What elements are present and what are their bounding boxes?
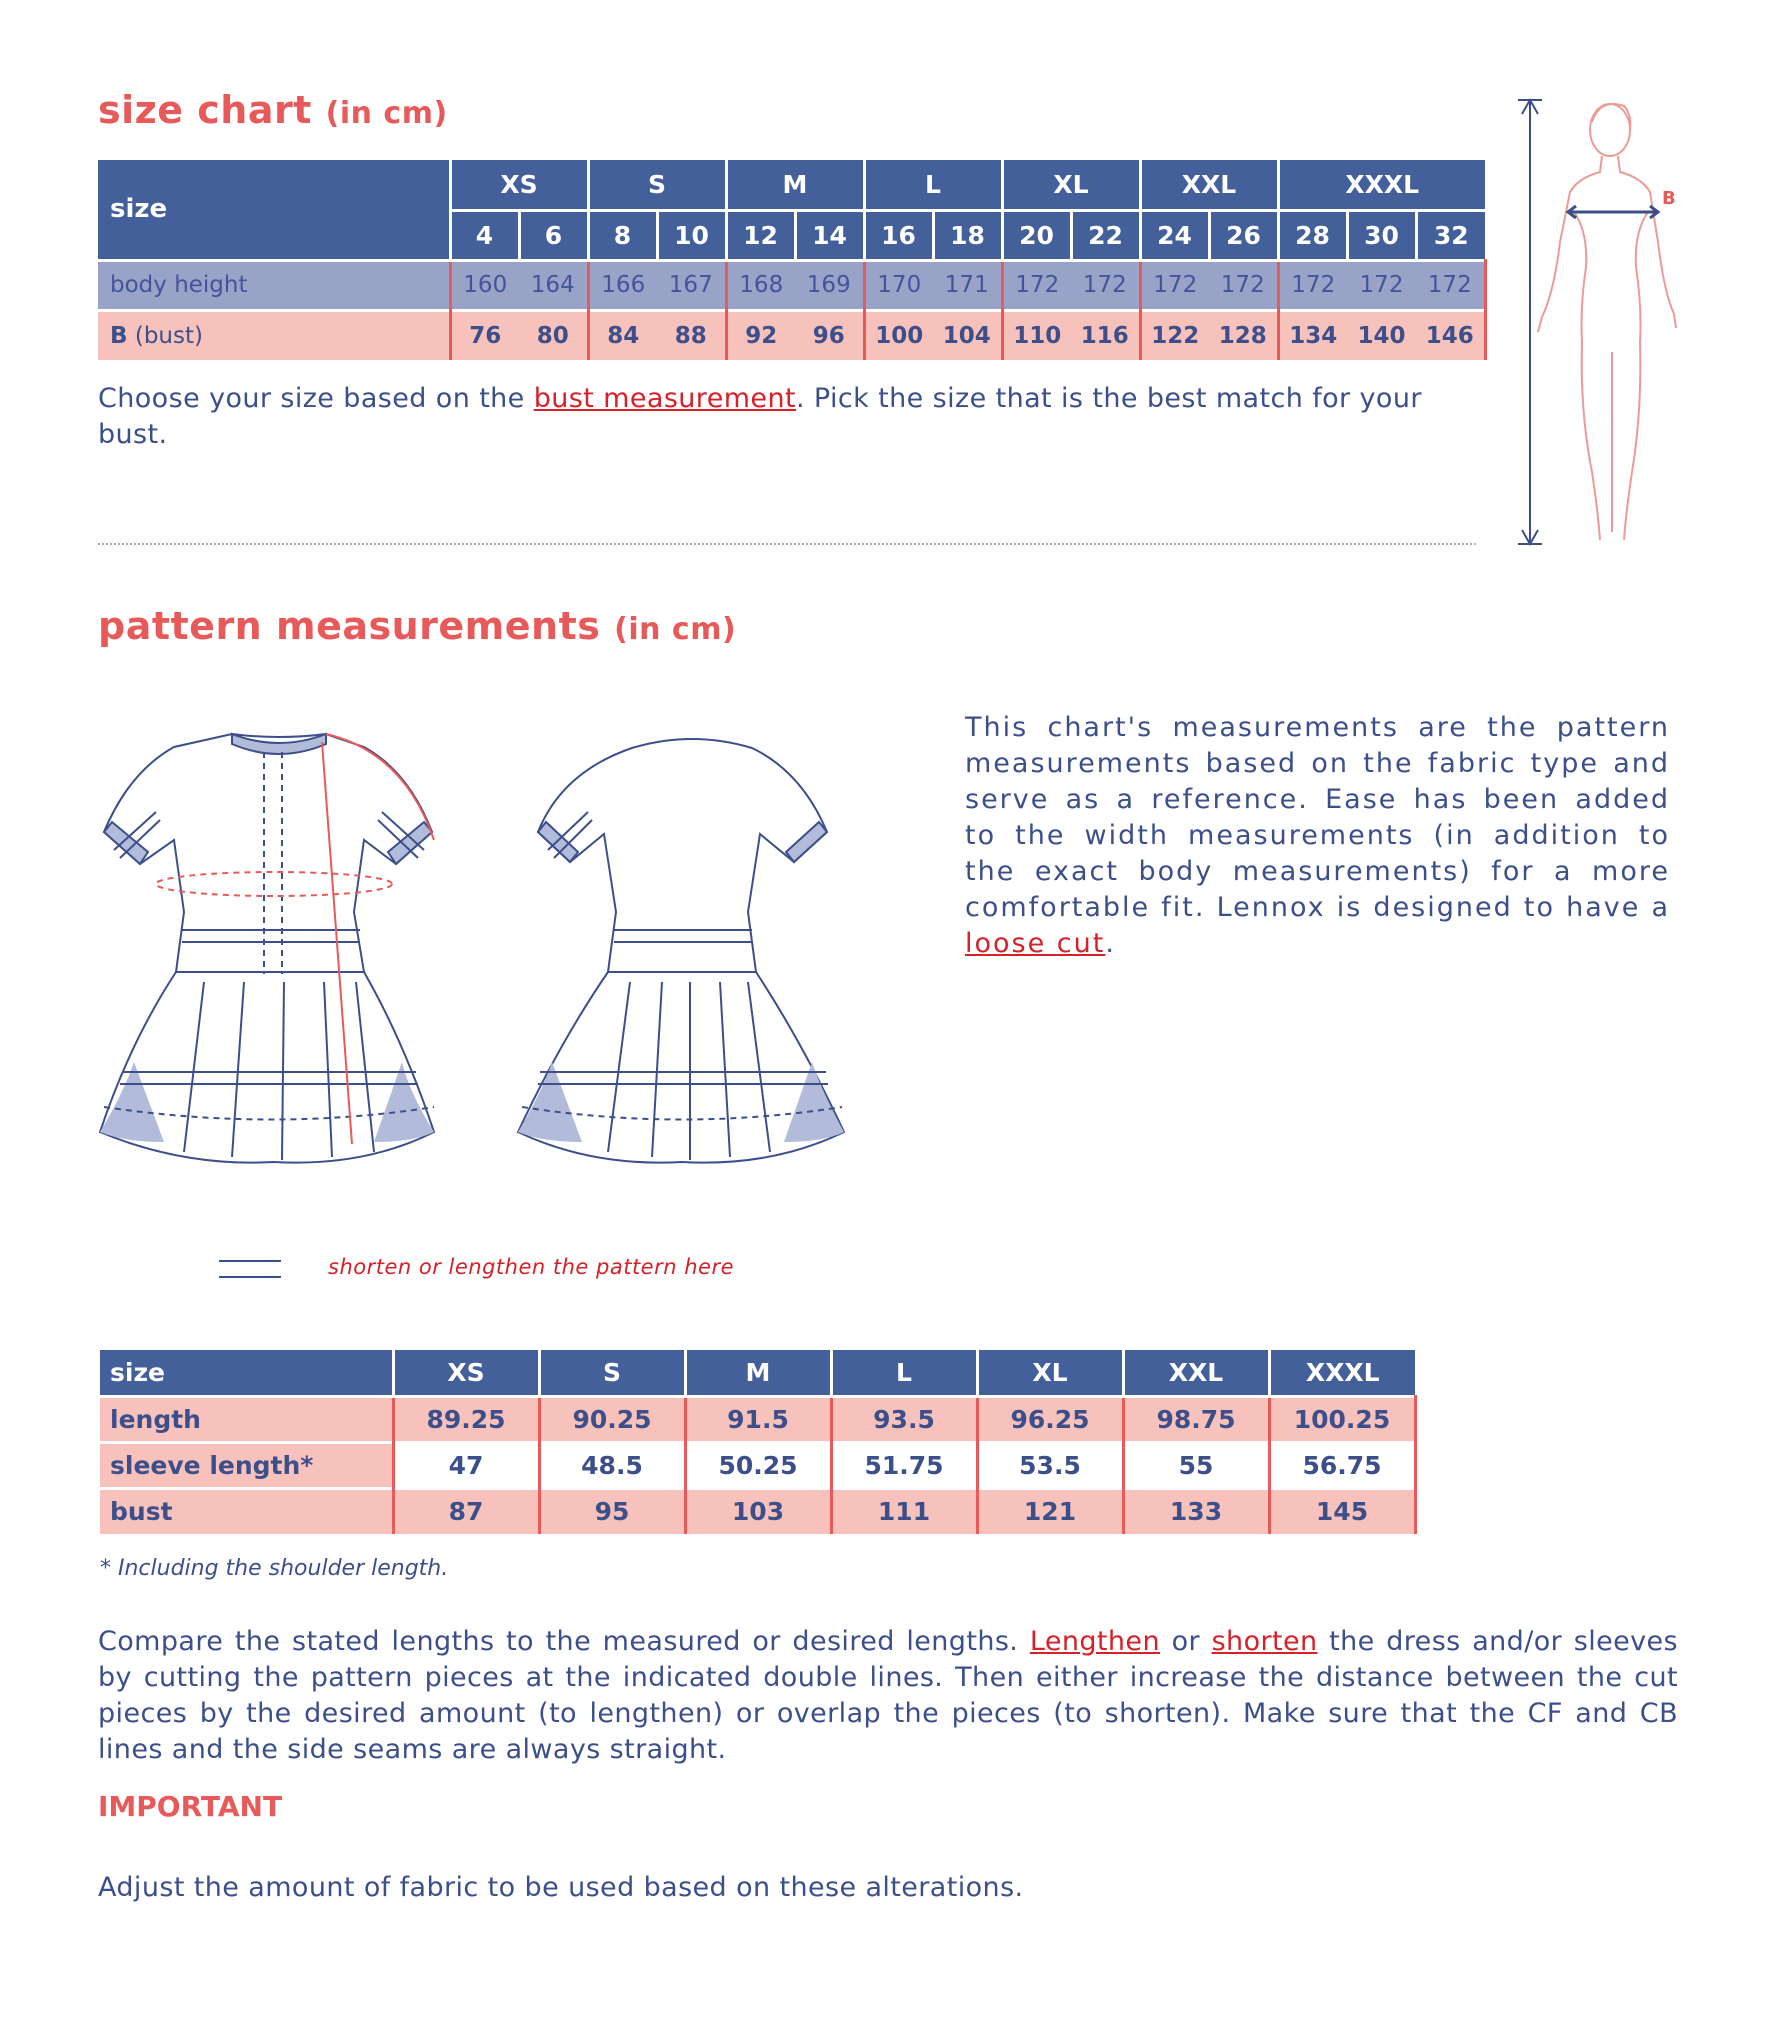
body-height-row	[98, 260, 1485, 310]
bust-cell: 100	[864, 310, 933, 360]
body-height-cell: 172	[1416, 260, 1485, 310]
woman-figure	[1538, 104, 1676, 540]
size-group-xxl: XXL	[1140, 160, 1278, 210]
body-height-label: body height	[98, 260, 450, 310]
table-row	[100, 1396, 1415, 1442]
body-figure-illustration	[1508, 92, 1688, 552]
body-height-cell: 172	[1002, 260, 1071, 310]
pattern-measurements-table	[100, 1350, 1417, 1534]
double-line-icon	[219, 1260, 281, 1278]
table-cell: 87	[393, 1488, 539, 1534]
size-group-row	[98, 160, 1485, 210]
shorten-link[interactable]: shorten	[1211, 1626, 1318, 1657]
size-chart-title	[98, 88, 448, 132]
section-divider	[98, 543, 1476, 545]
size-group-m: M	[726, 160, 864, 210]
dress-back-illustration	[512, 712, 932, 1182]
bust-label-letter: B	[110, 322, 128, 349]
compare-text-end: the dress and/or sleeves by cutting the pattern pieces at the indicated double lines. Then either increase the distance between the cut pieces by the desired amount (to lengthen) or overlap the pieces (to shorten). Make sure that the CF and CB lines and the side seams are always straight.	[98, 1626, 1678, 1765]
pattern-title-text: pattern measurements	[98, 604, 601, 648]
table-row	[100, 1488, 1415, 1534]
size-number: 30	[1347, 210, 1416, 260]
row-label-length: length	[100, 1396, 393, 1442]
legend-text: shorten or lengthen the pattern here	[328, 1255, 734, 1279]
size-number: 4	[450, 210, 519, 260]
bust-cell: 128	[1209, 310, 1278, 360]
compare-paragraph	[98, 1624, 1678, 1768]
size-chart-unit: (in cm)	[325, 96, 448, 131]
pattern-header-row	[100, 1350, 1415, 1396]
table-cell: 100.25	[1269, 1396, 1415, 1442]
size-group-xxxl: XXXL	[1278, 160, 1485, 210]
table-row	[100, 1442, 1415, 1488]
pattern-size-l: L	[831, 1350, 977, 1396]
size-group-xl: XL	[1002, 160, 1140, 210]
pattern-unit: (in cm)	[614, 612, 737, 647]
size-header-label: size	[98, 160, 450, 260]
table-cell: 121	[977, 1488, 1123, 1534]
table-cell: 96.25	[977, 1396, 1123, 1442]
body-height-cell: 172	[1347, 260, 1416, 310]
bust-cell: 116	[1071, 310, 1140, 360]
bust-cell: 88	[657, 310, 726, 360]
size-group-xs: XS	[450, 160, 588, 210]
bust-cell: 110	[1002, 310, 1071, 360]
size-group-s: S	[588, 160, 726, 210]
bust-cell: 96	[795, 310, 864, 360]
table-cell: 55	[1123, 1442, 1269, 1488]
body-height-cell: 160	[450, 260, 519, 310]
row-label-bust: bust	[100, 1488, 393, 1534]
bust-cell: 76	[450, 310, 519, 360]
bust-figure-label: B	[1662, 188, 1676, 209]
size-number: 12	[726, 210, 795, 260]
pattern-size-xl: XL	[977, 1350, 1123, 1396]
table-cell: 98.75	[1123, 1396, 1269, 1442]
compare-text-mid: or	[1159, 1626, 1212, 1657]
height-arrow	[1518, 100, 1542, 544]
bust-cell: 140	[1347, 310, 1416, 360]
row-label-sleeve-length: sleeve length*	[100, 1442, 393, 1488]
size-note-text-end: . Pick the size that is the best match for your bust.	[98, 383, 1422, 450]
bust-label-text: (bust)	[127, 322, 203, 349]
table-cell: 50.25	[685, 1442, 831, 1488]
body-height-cell: 172	[1278, 260, 1347, 310]
size-group-l: L	[864, 160, 1002, 210]
pattern-size-m: M	[685, 1350, 831, 1396]
body-height-cell: 171	[933, 260, 1002, 310]
bust-cell: 146	[1416, 310, 1485, 360]
pattern-size-s: S	[539, 1350, 685, 1396]
body-height-cell: 172	[1209, 260, 1278, 310]
body-height-cell: 164	[519, 260, 588, 310]
table-cell: 145	[1269, 1488, 1415, 1534]
bust-measurement-link[interactable]: bust measurement	[533, 383, 796, 414]
dress-front-illustration	[64, 712, 494, 1182]
body-height-cell: 166	[588, 260, 657, 310]
size-chart-note	[98, 381, 1498, 453]
size-chart-title-text: size chart	[98, 88, 312, 132]
body-height-cell: 169	[795, 260, 864, 310]
size-note-text: Choose your size based on the	[98, 383, 534, 414]
pattern-size-label: size	[100, 1350, 393, 1396]
table-cell: 103	[685, 1488, 831, 1534]
size-number: 32	[1416, 210, 1485, 260]
bust-row	[98, 310, 1485, 360]
bust-cell: 122	[1140, 310, 1209, 360]
pattern-size-xxl: XXL	[1123, 1350, 1269, 1396]
bust-cell: 80	[519, 310, 588, 360]
important-label: IMPORTANT	[98, 1790, 283, 1823]
size-number: 10	[657, 210, 726, 260]
lengthen-link[interactable]: Lengthen	[1029, 1626, 1160, 1657]
size-chart-table	[98, 160, 1487, 360]
size-number: 6	[519, 210, 588, 260]
size-number: 26	[1209, 210, 1278, 260]
table-cell: 53.5	[977, 1442, 1123, 1488]
table-cell: 93.5	[831, 1396, 977, 1442]
table-cell: 133	[1123, 1488, 1269, 1534]
bust-cell: 134	[1278, 310, 1347, 360]
bust-cell: 92	[726, 310, 795, 360]
size-number: 22	[1071, 210, 1140, 260]
size-number: 18	[933, 210, 1002, 260]
pattern-description-end: .	[1105, 928, 1116, 959]
body-height-cell: 168	[726, 260, 795, 310]
size-number: 28	[1278, 210, 1347, 260]
table-cell: 91.5	[685, 1396, 831, 1442]
compare-text: Compare the stated lengths to the measured or desired lengths.	[98, 1626, 1030, 1657]
loose-cut-link[interactable]: loose cut	[965, 928, 1106, 959]
body-height-cell: 170	[864, 260, 933, 310]
table-cell: 95	[539, 1488, 685, 1534]
bust-cell: 84	[588, 310, 657, 360]
bust-cell: 104	[933, 310, 1002, 360]
size-number: 8	[588, 210, 657, 260]
pattern-size-xs: XS	[393, 1350, 539, 1396]
pattern-title	[98, 604, 736, 648]
body-height-cell: 167	[657, 260, 726, 310]
pattern-description	[965, 710, 1670, 962]
table-cell: 51.75	[831, 1442, 977, 1488]
footnote: * Including the shoulder length.	[100, 1556, 449, 1581]
bust-label	[98, 310, 450, 360]
pattern-size-xxxl: XXXL	[1269, 1350, 1415, 1396]
table-cell: 48.5	[539, 1442, 685, 1488]
size-number: 16	[864, 210, 933, 260]
table-cell: 90.25	[539, 1396, 685, 1442]
size-number: 24	[1140, 210, 1209, 260]
size-number: 20	[1002, 210, 1071, 260]
table-cell: 56.75	[1269, 1442, 1415, 1488]
table-cell: 47	[393, 1442, 539, 1488]
body-height-cell: 172	[1140, 260, 1209, 310]
table-cell: 89.25	[393, 1396, 539, 1442]
table-cell: 111	[831, 1488, 977, 1534]
adjust-note: Adjust the amount of fabric to be used based on these alterations.	[98, 1872, 1024, 1903]
pattern-description-text: This chart's measurements are the pattern measurements based on the fabric type and serve as a reference. Ease has been added to the width measurements (in addition to the exact body measurements) for a more comfortable fit. Lennox is designed to have a	[965, 712, 1670, 923]
body-height-cell: 172	[1071, 260, 1140, 310]
size-number: 14	[795, 210, 864, 260]
